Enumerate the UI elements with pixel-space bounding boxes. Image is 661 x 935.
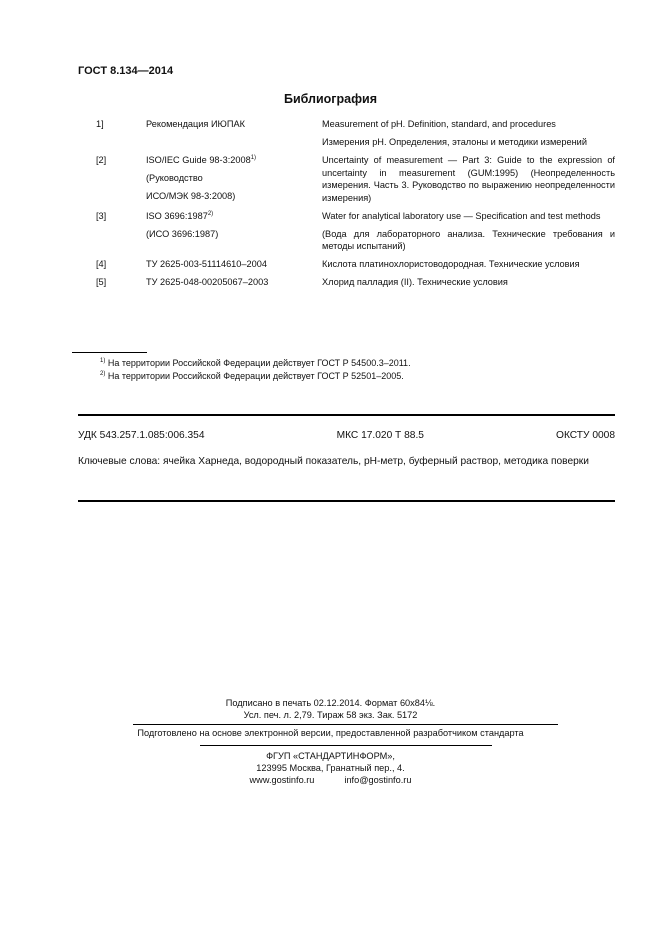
entry-number: [3] — [96, 210, 107, 221]
source-line: (Руководство — [146, 173, 203, 183]
publisher-block — [0, 750, 661, 786]
bibliography-entry — [78, 154, 615, 204]
footnote-separator — [72, 352, 147, 353]
top-rule — [78, 414, 615, 416]
print-details: Усл. печ. л. 2,79. Тираж 58 экз. Зак. 5172 — [243, 710, 418, 720]
description-line: Хлорид палладия (II). Технические условия — [322, 277, 508, 287]
bottom-rule — [78, 500, 615, 502]
bibliography-entry — [78, 258, 615, 271]
classification-line — [78, 430, 615, 441]
source-line: Рекомендация ИЮПАК — [146, 119, 245, 129]
source-title: ISO/IEC Guide 98-3:2008 — [146, 155, 251, 165]
bibliography-entry — [78, 118, 615, 149]
description-line: Measurement of pH. Definition, standard, and procedures — [322, 119, 556, 129]
description-line: Uncertainty of measurement — Part 3: Guide to the expression of uncertainty in measurement (GUM:1995) (Неопределенность измерения. Часть 3. Руководство по выражению неопределенности измерения) — [322, 155, 615, 203]
publisher-address: 123995 Москва, Гранатный пер., 4. — [256, 763, 405, 773]
description-line: Water for analytical laboratory use — Specification and test methods — [322, 210, 601, 221]
imprint-separator — [133, 724, 558, 725]
entry-number: [4] — [96, 259, 107, 269]
source-title: ISO 3696:1987 — [146, 210, 208, 221]
entry-description — [322, 210, 615, 253]
signed-line: Подписано в печать 02.12.2014. Формат 60x84⅛. — [225, 698, 436, 708]
entry-description — [322, 258, 615, 271]
entry-source — [146, 210, 322, 253]
footnote-text: На территории Российской Федерации действует ГОСТ Р 54500.3–2011. — [107, 358, 411, 368]
bibliography-list — [78, 118, 615, 294]
entry-source — [146, 118, 322, 149]
entry-description — [322, 154, 615, 204]
entry-number: 1] — [96, 119, 104, 129]
source-line: (ИСО 3696:1987) — [146, 228, 219, 239]
udk-code: УДК 543.257.1.085:006.354 — [78, 430, 205, 441]
footnote-ref: 1) — [250, 155, 257, 161]
description-line: Измерения pH. Определения, эталоны и методики измерений — [322, 137, 587, 147]
footnote-ref: 2) — [207, 210, 214, 217]
footnotes — [100, 357, 411, 383]
entry-description — [322, 276, 615, 289]
description-line: Кислота платинохлористоводородная. Технические условия — [322, 259, 580, 269]
mks-code: МКС 17.020 Т 88.5 — [336, 430, 424, 441]
footnote — [100, 370, 411, 383]
email-link[interactable]: info@gostinfo.ru — [344, 775, 412, 785]
print-info — [0, 697, 661, 721]
source-line: ТУ 2625-003-51114610–2004 — [146, 259, 267, 269]
entry-source — [146, 258, 322, 271]
entry-number: [5] — [96, 277, 107, 287]
footnote-text: На территории Российской Федерации действует ГОСТ Р 52501–2005. — [107, 371, 404, 381]
description-line: (Вода для лабораторного анализа. Технические требования и методы испытаний) — [322, 228, 615, 251]
entry-number: [2] — [96, 155, 107, 165]
source-line — [146, 154, 322, 167]
publisher-name: ФГУП «СТАНДАРТИНФОРМ», — [266, 751, 395, 761]
footnote-mark: 2) — [100, 371, 106, 377]
entry-source — [146, 154, 322, 204]
keywords: Ключевые слова: ячейка Харнеда, водородный показатель, pH-метр, буферный раствор, методика поверки — [78, 456, 589, 467]
section-title: Библиография — [283, 92, 378, 106]
entry-source — [146, 276, 322, 289]
publisher-contacts — [0, 774, 661, 786]
website-link[interactable]: www.gostinfo.ru — [249, 775, 315, 785]
publisher-separator — [200, 745, 492, 746]
document-id: ГОСТ 8.134—2014 — [78, 65, 174, 77]
source-line — [146, 210, 322, 223]
okstu-code: ОКСТУ 0008 — [556, 430, 615, 441]
entry-description — [322, 118, 615, 149]
footnote-mark: 1) — [100, 358, 106, 364]
bibliography-entry — [78, 210, 615, 253]
footnote — [100, 357, 411, 370]
prepared-note: Подготовлено на основе электронной версии, предоставленной разработчиком стандарта — [137, 728, 524, 738]
source-line: ИСО/МЭК 98-3:2008) — [146, 191, 236, 201]
source-line: ТУ 2625-048-00205067–2003 — [146, 277, 269, 287]
bibliography-entry — [78, 276, 615, 289]
